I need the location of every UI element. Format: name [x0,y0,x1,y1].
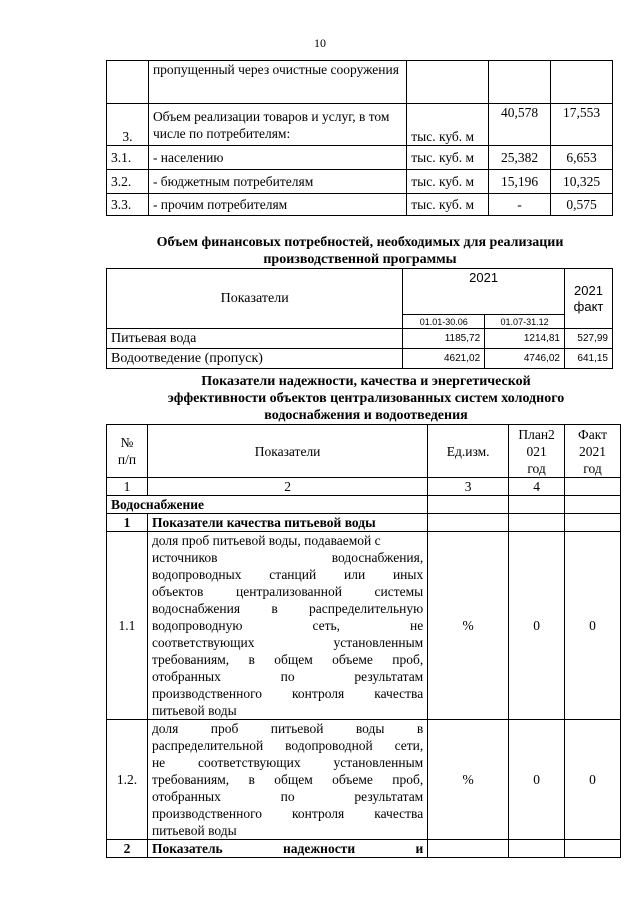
row-plan: 0 [509,532,565,720]
row-name: Объем реализации товаров и услуг, в том числе по потребителям: [148,104,406,146]
group-number: 2 [107,840,148,858]
description-line: источников водоснабжения, [151,550,424,565]
table-row [107,104,613,146]
col-fact-year: 2021 [574,282,603,298]
row-name: пропущенный через очистные сооружения [148,61,406,104]
row-fact: 0 [565,720,621,840]
description-line: производственного контроля качества [151,686,424,701]
col-plan-a: План2 [518,426,555,442]
reliability-heading-line: Показатели надежности, качества и энергетической [201,374,531,389]
row-value-period-1: 4621,02 [403,349,485,369]
col-plan-c: год [527,460,546,476]
description-line: доля проб питьевой воды в [151,721,424,736]
col-number-b: п/п [117,452,137,467]
col-fact [565,425,621,478]
row-unit: тыс. куб. м [407,170,489,194]
row-value-fact: 6,653 [551,146,613,170]
index-row [107,478,621,496]
col-period-1: 01.01-30.06 [403,315,485,329]
row-value-plan: 15,196 [489,170,551,194]
table-row [107,532,621,720]
col-plan [509,425,565,478]
row-unit: % [428,720,509,840]
finance-table [106,268,613,369]
description-line: не соответствующих установленным [151,755,424,770]
row-label: Водоотведение (пропуск) [107,349,403,369]
row-value-fact: 641,15 [565,349,613,369]
col-fact-label: факт [573,298,604,314]
description-line: отобранных по результатам [151,669,424,684]
row-number: 1.2. [107,720,148,840]
description-line: производственного контроля качества [151,806,424,821]
row-value-fact: 527,99 [565,329,613,349]
col-indicator: Показатели [107,269,403,329]
row-unit: % [428,532,509,720]
finance-heading-line: производственной программы [263,252,457,267]
group-title: Показатель надежности и [147,840,427,858]
page-number: 10 [314,36,326,50]
table-header-row [107,269,613,315]
description-line: питьевой воды [151,823,237,838]
reliability-heading-line: водоснабжения и водоотведения [264,408,468,423]
group-row [107,514,621,532]
row-value-period-1: 1185,72 [403,329,485,349]
row-plan: 0 [509,720,565,840]
col-fact [565,269,613,329]
table-header-row [107,425,621,478]
section-row [107,496,621,514]
description-line: водопроводную сеть, не [151,618,424,633]
table-row [107,146,613,170]
col-year: 2021 [403,269,565,315]
row-value-plan: 40,578 [489,104,551,146]
finance-heading-line: Объем финансовых потребностей, необходимых для реализации [156,235,564,250]
reliability-heading-line: эффективности объектов централизованных систем холодного [167,391,565,406]
index-cell: 1 [107,478,148,496]
row-name: - населению [148,146,406,170]
index-cell: 2 [147,478,427,496]
reliability-table [106,424,621,858]
description-line: доля проб питьевой воды, подаваемой с [151,533,381,548]
table-row [107,170,613,194]
col-plan-b: 021 [526,443,547,459]
description-line: соответствующих установленным [151,635,424,650]
row-value-period-2: 4746,02 [485,349,565,369]
description-line: питьевой воды [151,703,237,718]
row-fact: 0 [565,532,621,720]
group-row [107,840,621,858]
row-number: 3.1. [107,146,149,170]
index-cell [565,478,621,496]
row-value-fact: 17,553 [551,104,613,146]
volume-table [106,60,613,216]
index-cell: 4 [509,478,565,496]
row-number: 3.3. [107,194,149,216]
group-title: Показатели качества питьевой воды [147,514,427,532]
table-row [107,329,613,349]
col-number [107,425,148,478]
description-line: отобранных по результатам [151,789,424,804]
row-value-fact: 10,325 [551,170,613,194]
index-cell: 3 [428,478,509,496]
description-line: объектов централизованной системы [151,584,424,599]
finance-heading [80,234,640,268]
row-number: 3.2. [107,170,149,194]
col-indicator: Показатели [147,425,427,478]
row-name: - бюджетным потребителям [148,170,406,194]
col-fact-a: Факт [578,426,607,442]
row-value-plan: - [489,194,551,216]
row-value-period-2: 1214,81 [485,329,565,349]
table-row [107,194,613,216]
row-number: 3. [107,104,149,146]
row-description [147,720,427,840]
row-value-plan: 25,382 [489,146,551,170]
row-description [147,532,427,720]
col-fact-c: год [583,460,602,476]
description-line: распределительной водопроводной сети, [151,738,424,753]
col-fact-b: 2021 [579,443,607,459]
table-row [107,61,613,104]
row-unit: тыс. куб. м [407,104,489,146]
row-unit: тыс. куб. м [407,194,489,216]
description-line: водоснабжения в распределительную [151,601,424,616]
row-number: 1.1 [107,532,148,720]
description-line: водопроводных станций или иных [151,567,424,582]
col-number-a: № [120,435,134,450]
row-label: Питьевая вода [107,329,403,349]
section-title: Водоснабжение [107,496,428,514]
row-value-fact: 0,575 [551,194,613,216]
table-row [107,720,621,840]
table-row [107,349,613,369]
row-name: - прочим потребителям [148,194,406,216]
description-line: требованиям, в общем объеме проб, [151,772,424,787]
description-line: требованиям, в общем объеме проб, [151,652,424,667]
group-number: 1 [107,514,148,532]
reliability-heading [106,373,626,424]
col-period-2: 01.07-31.12 [485,315,565,329]
col-unit: Ед.изм. [428,425,509,478]
row-unit: тыс. куб. м [407,146,489,170]
